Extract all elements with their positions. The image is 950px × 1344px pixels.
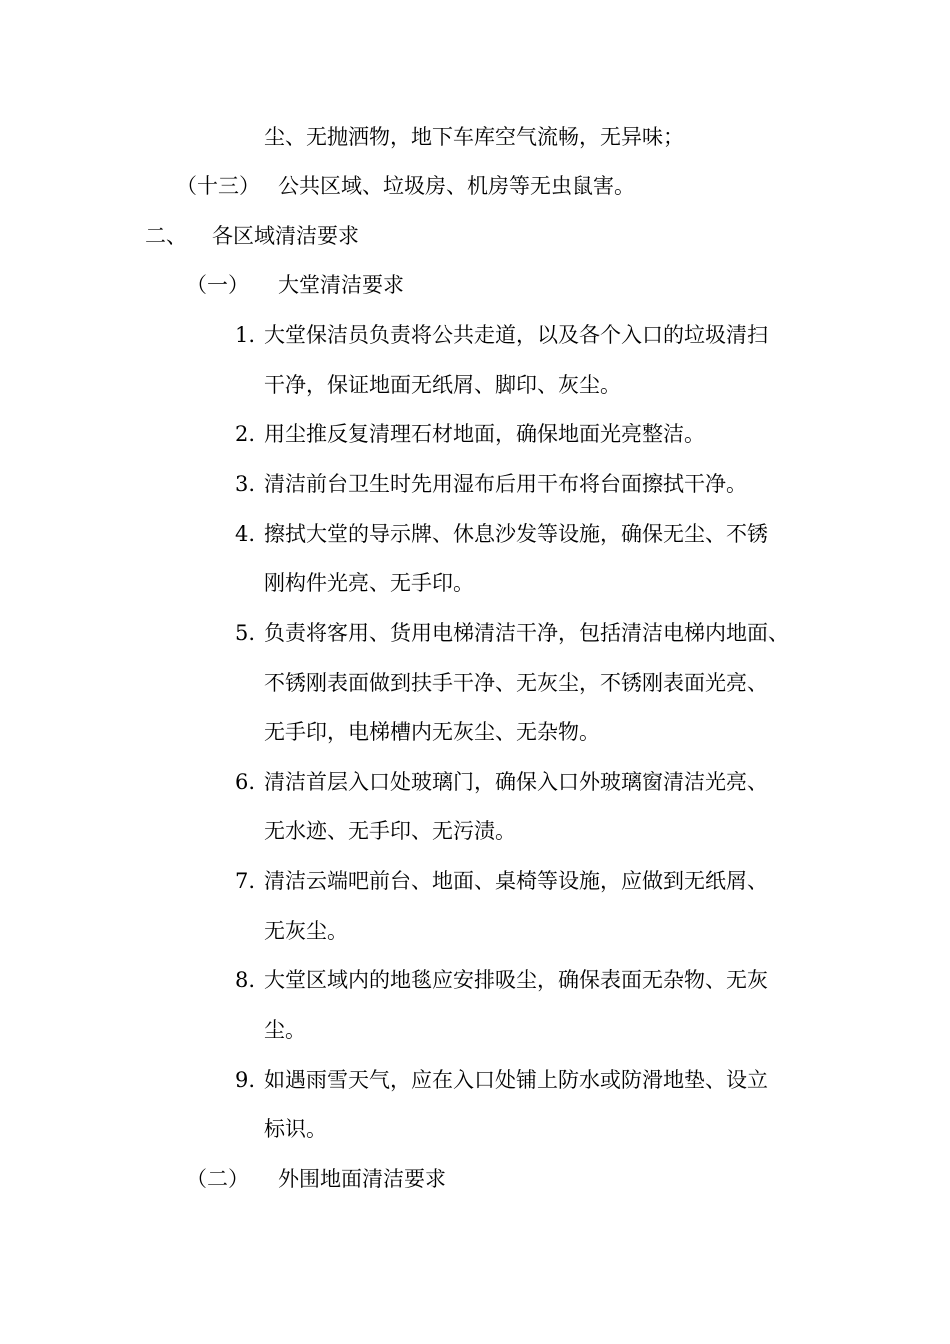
- list-item-line: 无灰尘。: [264, 919, 348, 943]
- list-item-line: 无水迹、无手印、无污渍。: [264, 819, 516, 843]
- item-13-text: 公共区域、垃圾房、机房等无虫鼠害。: [278, 174, 635, 198]
- list-item-line: 干净，保证地面无纸屑、脚印、灰尘。: [264, 373, 621, 397]
- list-item-number: 2.: [235, 422, 256, 446]
- item-13: [176, 172, 260, 200]
- sub-2-marker: （二）: [186, 1167, 249, 1191]
- list-item-line: 刚构件光亮、无手印。: [264, 571, 474, 595]
- list-item-line: 无手印，电梯槽内无灰尘、无杂物。: [264, 720, 600, 744]
- list-item-line: 负责将客用、货用电梯清洁干净，包括清洁电梯内地面、: [264, 621, 789, 645]
- item-13-marker: （十三）: [176, 174, 260, 198]
- list-item-line: 尘。: [264, 1018, 306, 1042]
- sub-1-marker: （一）: [186, 273, 249, 297]
- list-item-line: 大堂保洁员负责将公共走道，以及各个入口的垃圾清扫: [264, 323, 768, 347]
- sub-2-title: 外围地面清洁要求: [278, 1167, 446, 1191]
- list-item-number: 8.: [235, 968, 256, 992]
- list-item-line: 如遇雨雪天气，应在入口处铺上防水或防滑地垫、设立: [264, 1068, 768, 1092]
- list-item-line: 标识。: [264, 1117, 327, 1141]
- list-item-number: 6.: [235, 770, 256, 794]
- continuation-line: 尘、无抛洒物，地下车库空气流畅，无异味；: [264, 125, 684, 149]
- list-item-line: 清洁前台卫生时先用湿布后用干布将台面擦拭干净。: [264, 472, 747, 496]
- list-item-line: 不锈刚表面做到扶手干净、无灰尘，不锈刚表面光亮、: [264, 671, 768, 695]
- list-item-number: 7.: [235, 869, 256, 893]
- section-2-title: 各区域清洁要求: [212, 224, 359, 248]
- list-item-number: 3.: [235, 472, 256, 496]
- list-item-number: 1.: [235, 323, 256, 347]
- sub-1-title: 大堂清洁要求: [278, 273, 404, 297]
- list-item-number: 9.: [235, 1068, 256, 1092]
- list-item-number: 5.: [235, 621, 256, 645]
- list-item-line: 清洁云端吧前台、地面、桌椅等设施，应做到无纸屑、: [264, 869, 768, 893]
- list-item-line: 用尘推反复清理石材地面，确保地面光亮整洁。: [264, 422, 705, 446]
- list-item-number: 4.: [235, 522, 256, 546]
- list-item-line: 擦拭大堂的导示牌、休息沙发等设施，确保无尘、不锈: [264, 522, 768, 546]
- list-item-line: 清洁首层入口处玻璃门，确保入口外玻璃窗清洁光亮、: [264, 770, 768, 794]
- list-item-line: 大堂区域内的地毯应安排吸尘，确保表面无杂物、无灰: [264, 968, 768, 992]
- section-2-marker: 二、: [145, 224, 187, 248]
